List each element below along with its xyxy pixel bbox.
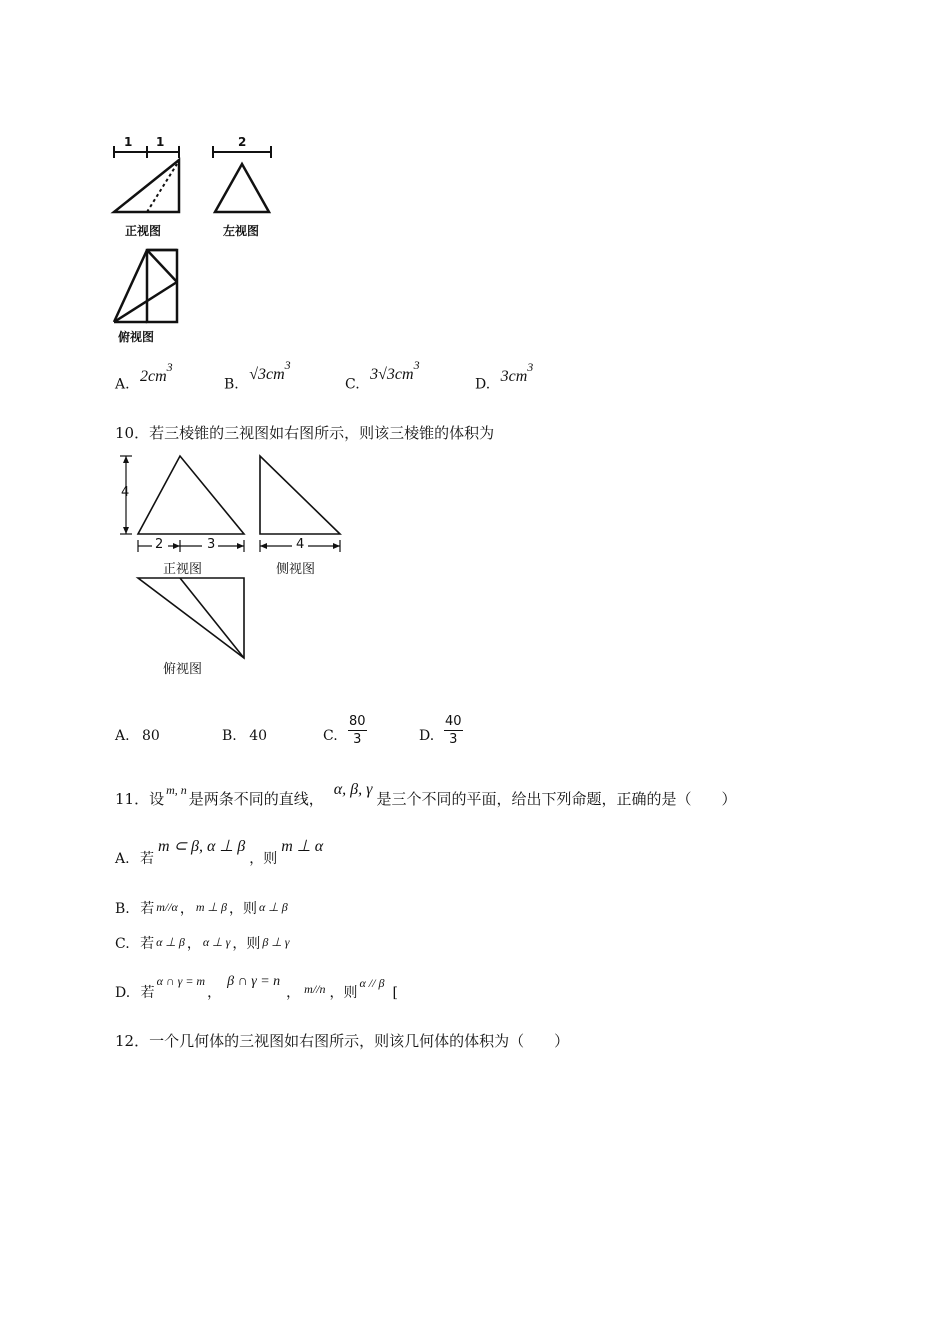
q11-lines-symbol: m, n — [166, 783, 187, 797]
q11-option-c-sep: ， — [186, 936, 201, 952]
q9-option-d[interactable] — [475, 360, 534, 394]
q9-left-view-shape — [215, 164, 269, 212]
q10-stem: 10．若三棱锥的三视图如右图所示，则该三棱锥的体积为 — [115, 424, 495, 442]
q9-option-c-letter: C. — [345, 376, 360, 393]
q10-option-c-denominator: 3 — [353, 732, 362, 747]
q11-option-d-condition-3: m//n — [304, 982, 326, 996]
q11-option-b-letter: B. — [115, 901, 130, 917]
q9-option-a-exp: 3 — [166, 360, 173, 374]
q11-mid-text: 是两条不同的直线， — [188, 790, 324, 808]
q10-option-d-letter: D. — [419, 728, 435, 744]
q11-stem — [115, 781, 737, 809]
q11-option-d[interactable] — [115, 974, 398, 1002]
q10-top-view-shape — [138, 578, 244, 658]
q11-option-b-condition-2: m ⊥ β — [195, 900, 227, 914]
q10-side-dim-arrow-left — [260, 543, 267, 549]
q10-option-b-letter: B. — [222, 728, 237, 744]
q11-option-d-tail: [ — [392, 985, 398, 1001]
q11-option-b-result: α ⊥ β — [258, 900, 288, 914]
q11-option-b-then: ，则 — [228, 901, 257, 917]
q9-figure — [105, 130, 285, 350]
q10-option-a-letter: A. — [115, 728, 130, 744]
q11-prefix: 11．设 — [115, 790, 165, 808]
q9-front-view-shape — [114, 160, 179, 212]
q9-option-a-value: 2cm — [140, 367, 167, 385]
q11-option-b-condition-1: m//α — [156, 900, 178, 914]
q9-option-b-exp: 3 — [284, 358, 291, 372]
q9-option-c-value: 3√3cm — [370, 365, 414, 383]
q11-option-c-letter: C. — [115, 936, 130, 952]
q10-front-view-shape — [138, 456, 244, 534]
q10-height-arrow-down — [123, 527, 129, 534]
q11-option-c-result: β ⊥ γ — [262, 935, 290, 949]
q10-side-base-label: 4 — [296, 537, 305, 552]
q11-option-d-condition-2: β ∩ γ = n — [227, 974, 281, 989]
q10-option-c[interactable] — [323, 728, 338, 744]
q9-option-a[interactable] — [115, 360, 173, 394]
q9-three-view-drawing — [105, 130, 285, 350]
q11-option-a-result: m ⊥ α — [281, 838, 324, 855]
q11-option-a-condition: m ⊂ β, α ⊥ β — [158, 838, 246, 855]
q10-option-d-numerator: 40 — [445, 714, 462, 729]
q10-option-d[interactable] — [419, 728, 434, 744]
q9-option-c[interactable] — [345, 358, 420, 394]
q10-height-label: 4 — [121, 485, 130, 500]
q9-dim-label-1: 1 — [124, 135, 133, 149]
q10-option-b[interactable] — [222, 728, 267, 744]
q11-option-c-ruo: 若 — [140, 936, 155, 952]
q10-option-d-fraction — [444, 713, 463, 748]
q10-option-c-letter: C. — [323, 728, 338, 744]
q10-top-view-label: 俯视图 — [163, 662, 203, 677]
q11-option-a[interactable] — [115, 838, 324, 868]
q10-front-view-label: 正视图 — [163, 562, 203, 577]
q10-option-a-value: 80 — [142, 728, 160, 744]
q10-option-d-denominator: 3 — [449, 732, 458, 747]
q11-option-b-sep: ， — [179, 901, 194, 917]
q9-top-view-label: 俯视图 — [118, 330, 155, 344]
q9-option-d-exp: 3 — [527, 360, 534, 374]
q11-option-b[interactable] — [115, 898, 288, 918]
q11-option-d-sep-2: ， — [286, 985, 301, 1001]
q10-option-a[interactable] — [115, 728, 160, 744]
q10-top-view-inner-edge — [180, 578, 244, 658]
q9-option-a-letter: A. — [115, 376, 130, 393]
q10-base-a-label: 2 — [155, 537, 164, 552]
q11-option-c-condition-2: α ⊥ γ — [202, 935, 231, 949]
q11-option-a-letter: A. — [115, 851, 130, 867]
q9-left-view-label: 左视图 — [223, 224, 260, 238]
q11-option-a-then: ，则 — [249, 851, 278, 867]
q11-option-d-sep-1: ， — [207, 985, 222, 1001]
q9-option-d-value: 3cm — [500, 367, 528, 385]
q10-option-c-numerator: 80 — [349, 714, 366, 729]
q11-option-c[interactable] — [115, 933, 290, 953]
q11-planes-symbol: α, β, γ — [333, 781, 373, 798]
q9-front-view-hidden-edge — [147, 164, 177, 212]
q11-option-c-then: ，则 — [232, 936, 261, 952]
q10-side-dim-arrow-right — [333, 543, 340, 549]
q10-option-c-fraction — [348, 713, 367, 748]
q10-front-dim-arrow-1 — [173, 543, 180, 549]
q11-option-d-ruo: 若 — [140, 985, 155, 1001]
q12-stem: 12．一个几何体的三视图如右图所示，则该几何体的体积为（ ） — [115, 1032, 570, 1050]
q10-base-b-label: 3 — [207, 537, 216, 552]
q11-option-d-then: ，则 — [329, 985, 358, 1001]
q9-option-b-value: √3cm — [249, 365, 285, 383]
q10-option-b-value: 40 — [249, 728, 268, 744]
q11-suffix: 是三个不同的平面，给出下列命题，正确的是（ ） — [376, 790, 737, 808]
q9-option-b[interactable] — [224, 358, 291, 394]
q11-option-d-condition-1: α ∩ γ = m — [156, 974, 206, 988]
q9-dim-label-3: 2 — [238, 135, 247, 149]
q10-side-view-label: 侧视图 — [276, 562, 316, 577]
q10-three-view-drawing — [110, 448, 360, 668]
q9-option-d-letter: D. — [475, 376, 491, 393]
q9-top-view-edge-3 — [147, 250, 177, 282]
q9-dim-label-2: 1 — [156, 135, 165, 149]
q10-side-view-shape — [260, 456, 340, 534]
q9-front-view-label: 正视图 — [125, 224, 162, 238]
q9-option-c-exp: 3 — [413, 358, 420, 372]
q11-option-b-ruo: 若 — [140, 901, 155, 917]
q10-height-arrow-up — [123, 456, 129, 463]
q9-option-b-letter: B. — [224, 376, 239, 393]
q10-figure — [110, 448, 360, 668]
q11-option-d-result: α // β — [359, 976, 385, 990]
q11-option-a-ruo: 若 — [140, 851, 155, 867]
q11-option-d-letter: D. — [115, 985, 131, 1001]
q11-option-c-condition-1: α ⊥ β — [156, 935, 185, 949]
q10-front-dim-arrow-2 — [237, 543, 244, 549]
